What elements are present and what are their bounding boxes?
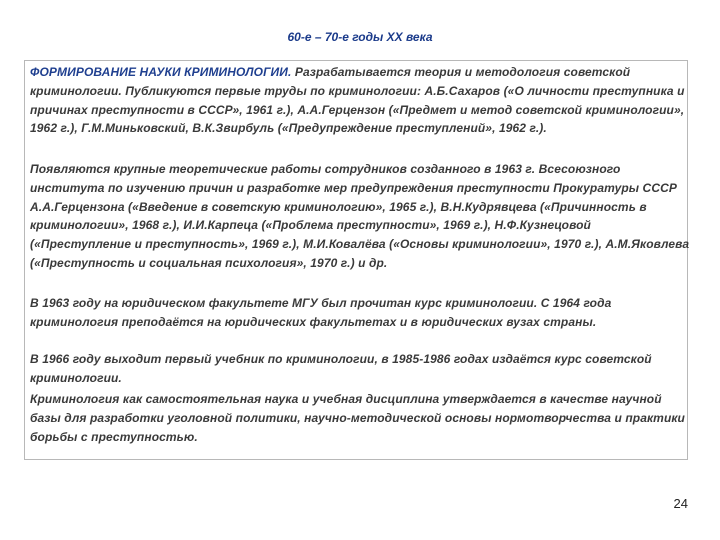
paragraph-independent-science: Криминология как самостоятельная наука и учебная дисциплина утверждается в качестве научной базы для разработки уголовной политики, научно-методической основы нормотворчества и практики борьбы с преступностью.: [30, 392, 685, 444]
page-number: 24: [673, 496, 688, 511]
paragraph-text: Разрабатывается теория и методология советской криминологии. Публикуются первые труды по криминологии: А.Б.Сахаров («О личности преступника и причинах преступности в СССР», 1961 г.), А.А.Герцензон («Предмет и метод советской криминологии», 1962 г.), Г.М.Миньковский, В.К.Звирбуль («Предупреждение преступлений», 1962 г.).: [30, 65, 685, 136]
paragraph-theoretical-works: Появляются крупные теоретические работы сотрудников созданного в 1963 г. Всесоюзного института по изучению причин и разработке мер предупреждения преступности Прокуратуры СССР А.А.Герцензона («Введение в советскую криминологию», 1965 г.), В.Н.Кудрявцева («Причинность в криминологии», 1968 г.), И.И.Карпеца («Проблема преступности», 1969 г.), Н.Ф.Кузнецовой («Преступление и преступность», 1969 г.), М.И.Ковалёва («Основы криминологии», 1970 г.), А.М.Яковлева («Преступность и социальная психология», 1970 г.) и др.: [30, 162, 690, 270]
paragraph-first-textbook: В 1966 году выходит первый учебник по криминологии, в 1985-1986 годах издаётся курс советской криминологии.: [30, 352, 652, 385]
paragraph-heading: ФОРМИРОВАНИЕ НАУКИ КРИМИНОЛОГИИ.: [30, 65, 292, 79]
slide-title: 60-е – 70-е годы XX века: [287, 30, 433, 44]
paragraph-msu-course: В 1963 году на юридическом факультете МГУ был прочитан курс криминологии. С 1964 года криминология преподаётся на юридических факультетах и в юридических вузах страны.: [30, 296, 612, 329]
paragraph-formation: [30, 63, 690, 138]
